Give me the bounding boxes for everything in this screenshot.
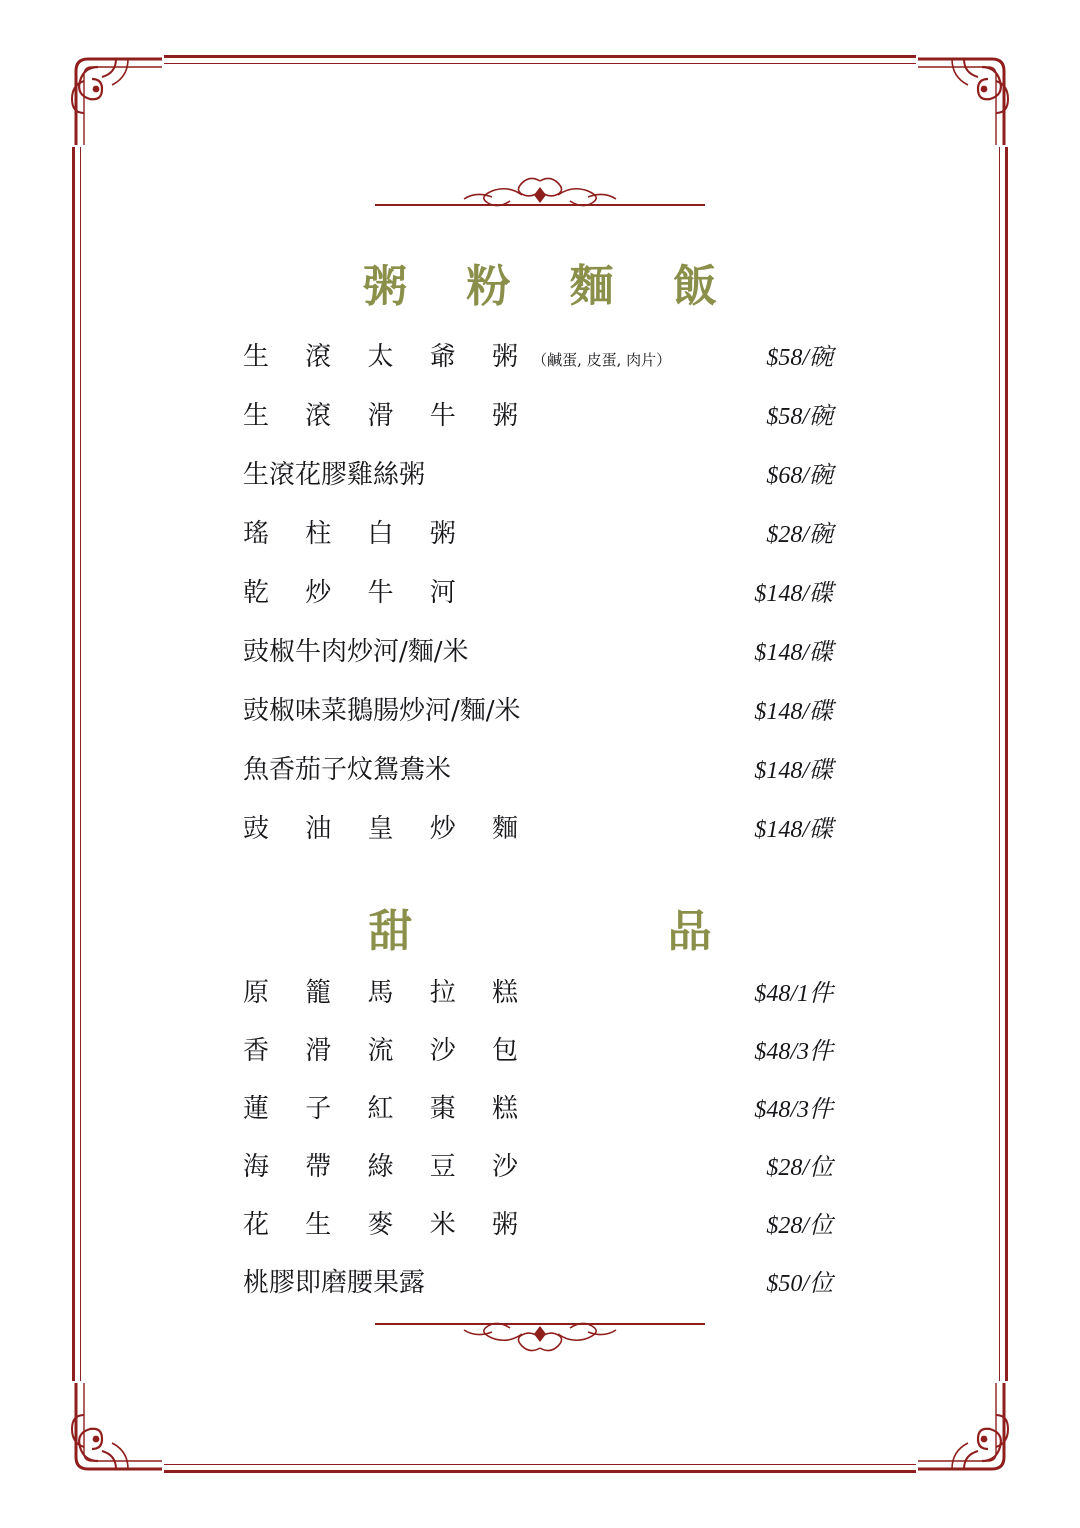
menu-item-name: 花 生 麥 米 粥	[243, 1210, 533, 1240]
menu-item-row	[243, 395, 833, 454]
menu-item-row	[243, 513, 833, 572]
ornament-divider-top-icon	[375, 175, 705, 209]
menu-item-name: 乾 炒 牛 河	[243, 578, 470, 608]
menu-item-price: $48/3件	[754, 1039, 833, 1065]
menu-item-price: $148/碟	[754, 817, 833, 843]
menu-item-price: $48/1件	[754, 981, 833, 1007]
menu-item-price: $148/碟	[754, 581, 833, 607]
menu-item-name: 蓮 子 紅 棗 糕	[243, 1094, 533, 1124]
section-title-dessert: 甜 品	[368, 906, 832, 957]
menu-item-name: 瑤 柱 白 粥	[243, 519, 470, 549]
menu-item-price: $148/碟	[754, 640, 833, 666]
menu-item-name: 生滾花膠雞絲粥	[243, 460, 426, 490]
menu-item-price: $50/位	[766, 1271, 833, 1297]
menu-item-name: 生 滾 滑 牛 粥	[243, 401, 533, 431]
menu-item-name: 香 滑 流 沙 包	[243, 1036, 533, 1066]
menu-item-price: $148/碟	[754, 699, 833, 725]
menu-item-row	[243, 1088, 833, 1146]
menu-item-row	[243, 336, 833, 395]
ornament-divider-bottom-icon	[375, 1320, 705, 1354]
menu-item-row	[243, 1146, 833, 1204]
menu-item-row	[243, 454, 833, 513]
menu-list-congee-noodle-rice	[243, 336, 833, 867]
menu-item-price: $48/3件	[754, 1097, 833, 1123]
menu-item-name: 豉椒味菜鵝腸炒河/麵/米	[243, 696, 521, 726]
menu-item-row	[243, 1204, 833, 1262]
menu-item-name: 生 滾 太 爺 粥（鹹蛋, 皮蛋, 肉片）	[243, 342, 672, 372]
menu-item-name: 原 籠 馬 拉 糕	[243, 978, 533, 1008]
menu-item-row	[243, 631, 833, 690]
menu-item-row	[243, 572, 833, 631]
menu-item-row	[243, 690, 833, 749]
menu-item-price: $28/位	[766, 1155, 833, 1181]
menu-item-row	[243, 972, 833, 1030]
menu-item-row	[243, 808, 833, 867]
menu-item-row	[243, 1030, 833, 1088]
menu-item-price: $58/碗	[766, 345, 833, 371]
menu-item-name: 豉 油 皇 炒 麵	[243, 814, 533, 844]
menu-item-note: （鹹蛋, 皮蛋, 肉片）	[532, 351, 672, 369]
menu-list-dessert	[243, 972, 833, 1320]
menu-item-price: $28/位	[766, 1213, 833, 1239]
menu-item-row	[243, 1262, 833, 1320]
menu-item-row	[243, 749, 833, 808]
menu-item-price: $68/碗	[766, 463, 833, 489]
menu-item-price: $148/碟	[754, 758, 833, 784]
menu-item-price: $28/碗	[766, 522, 833, 548]
menu-item-name: 魚香茄子炆鴛鴦米	[243, 755, 452, 785]
section-title-congee-noodle-rice: 粥 粉 麵 飯	[363, 261, 739, 312]
menu-item-name: 豉椒牛肉炒河/麵/米	[243, 637, 469, 667]
menu-item-name: 海 帶 綠 豆 沙	[243, 1152, 533, 1182]
menu-item-price: $58/碗	[766, 404, 833, 430]
menu-item-name: 桃膠即磨腰果露	[243, 1268, 426, 1298]
